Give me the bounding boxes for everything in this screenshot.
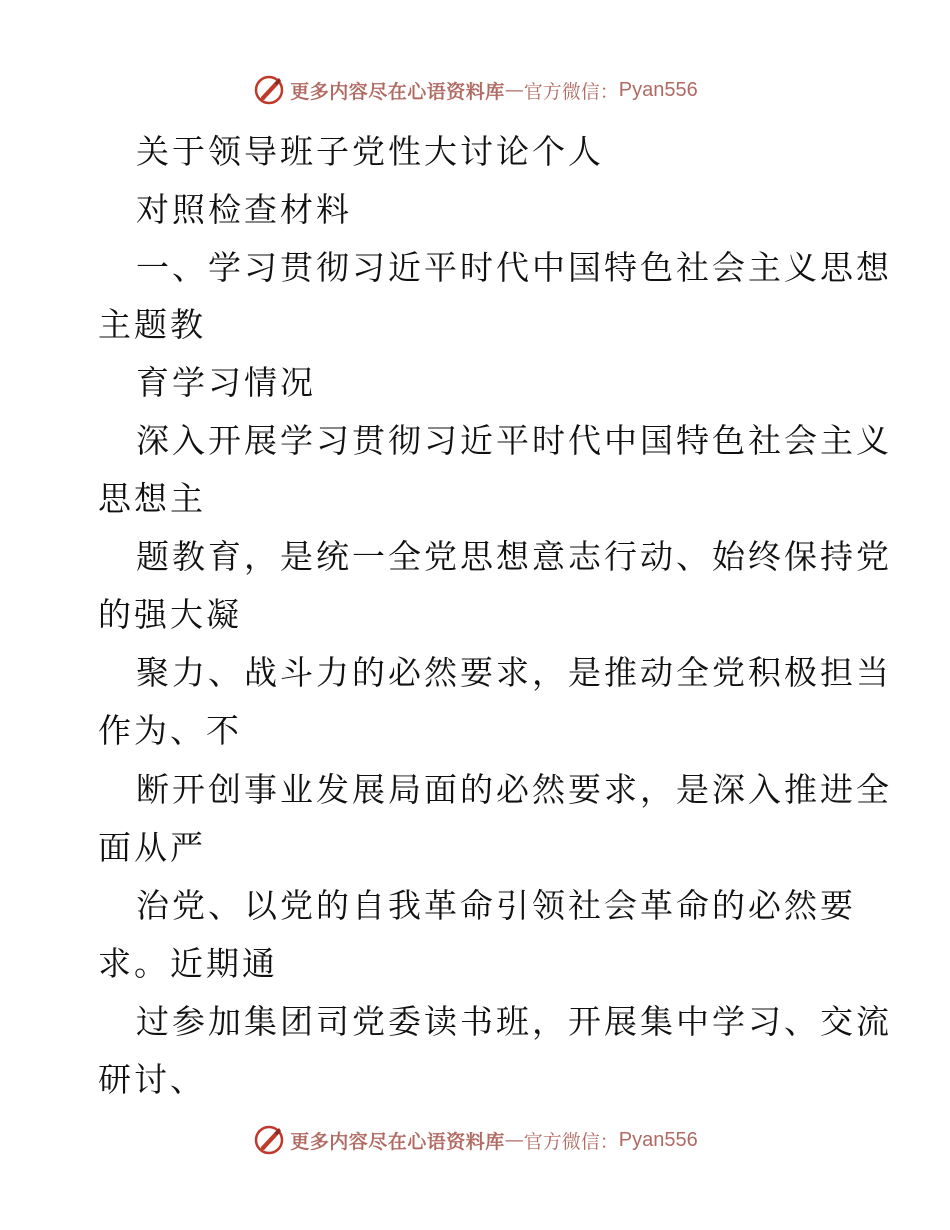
header-wechat-label: 官方微信： (523, 80, 619, 103)
paragraph-line: 面从严 (98, 828, 206, 867)
paragraph-line: 求。近期通 (98, 944, 278, 983)
paragraph-line: 研讨、 (98, 1060, 206, 1099)
paragraph-line: 过参加集团司党委读书班，开展集中学习、交流 (136, 1002, 892, 1041)
paragraph-line: 深入开展学习贯彻习近平时代中国特色社会主义 (136, 421, 892, 460)
header-wechat-id: Pyan556 (618, 78, 698, 101)
section-heading-line-1: 一、学习贯彻习近平时代中国特色社会主义思想 (136, 248, 892, 287)
paragraph-line: 思想主 (98, 479, 206, 518)
section-heading-line-2: 主题教 (98, 305, 206, 344)
paragraph-line: 作为、不 (98, 711, 242, 750)
footer-banner-separator: — (504, 1129, 524, 1151)
paragraph-line: 的强大凝 (98, 595, 242, 634)
brand-logo-icon (252, 1123, 286, 1157)
paragraph-line: 聚力、战斗力的必然要求，是推动全党积极担当 (136, 653, 892, 692)
paragraph-line: 断开创事业发展局面的必然要求，是深入推进全 (136, 770, 892, 809)
header-banner-separator: — (504, 79, 524, 101)
footer-wechat-label: 官方微信： (523, 1130, 619, 1153)
document-title-line-1: 关于领导班子党性大讨论个人 (136, 132, 604, 171)
header-banner-text: 更多内容尽在心语资料库 (290, 80, 505, 103)
paragraph-line: 治党、以党的自我革命引领社会革命的必然要 (136, 886, 856, 925)
footer-banner-text: 更多内容尽在心语资料库 (290, 1130, 505, 1153)
footer-banner (0, 1120, 950, 1160)
brand-logo-icon (252, 73, 286, 107)
header-banner (0, 70, 950, 110)
footer-wechat-id: Pyan556 (618, 1128, 698, 1151)
paragraph-line: 题教育，是统一全党思想意志行动、始终保持党 (136, 537, 892, 576)
section-heading-line-3: 育学习情况 (136, 363, 316, 402)
document-title-line-2: 对照检查材料 (136, 190, 352, 229)
